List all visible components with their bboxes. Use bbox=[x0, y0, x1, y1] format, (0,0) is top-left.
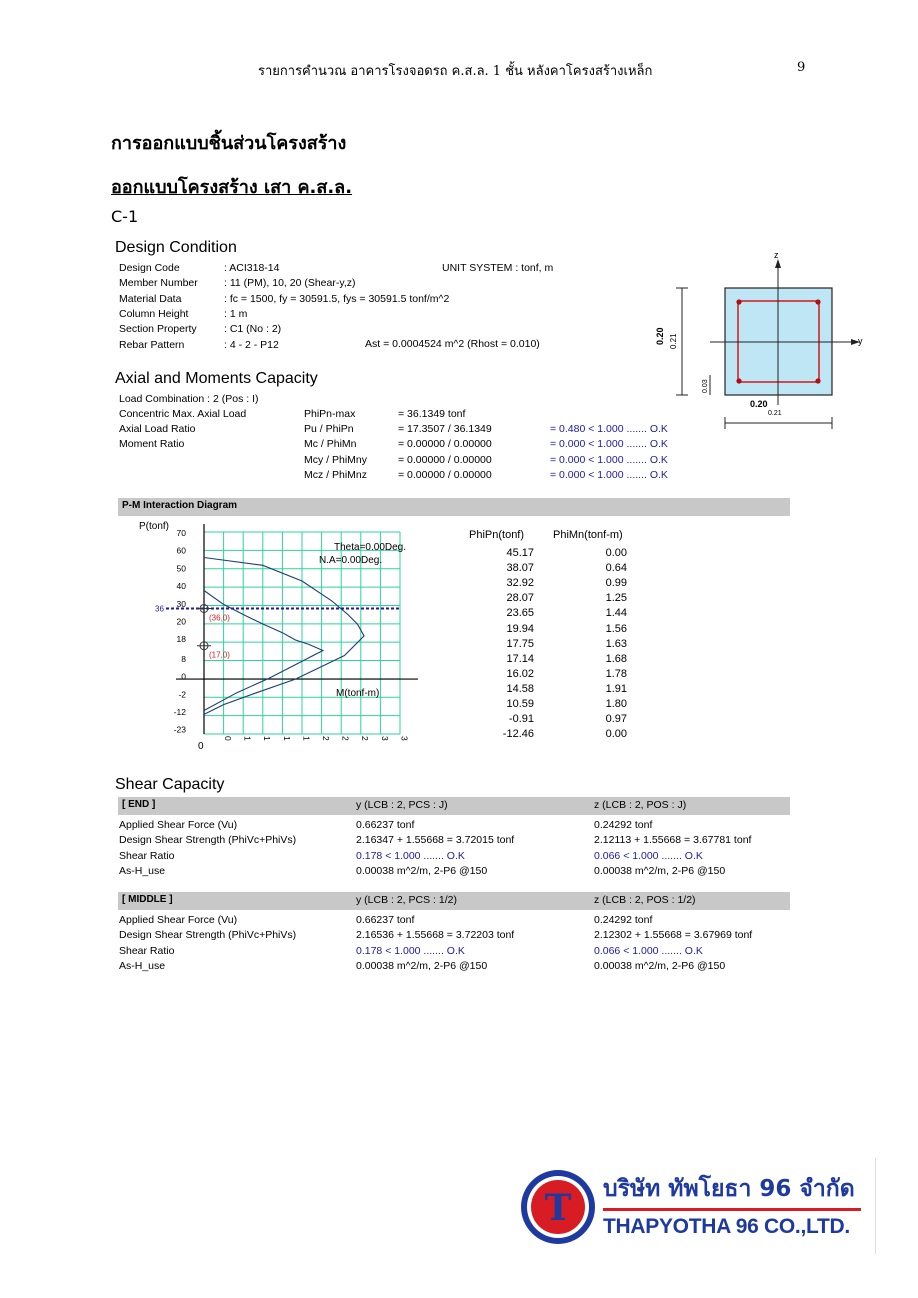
company-emblem-icon bbox=[518, 1167, 598, 1247]
axial-row-label: Axial Load Ratio bbox=[119, 423, 196, 436]
condition-value: : 11 (PM), 10, 20 (Shear-y,z) bbox=[224, 277, 356, 290]
axial-row-key: Pu / PhiPn bbox=[304, 423, 354, 436]
axial-row-value: = 0.00000 / 0.00000 bbox=[398, 453, 492, 466]
y-axis-title: P(tonf) bbox=[139, 521, 170, 532]
condition-label: Member Number bbox=[119, 277, 198, 290]
pm-table-cell: 1.56 bbox=[605, 622, 627, 635]
shear-y-value: 2.16347 + 1.55668 = 3.72015 tonf bbox=[356, 834, 515, 847]
pm-table-cell: 1.78 bbox=[605, 667, 627, 680]
pm-diagram-titlebar bbox=[118, 498, 790, 516]
x-tick-label: 0 bbox=[223, 736, 233, 741]
neutral-axis-label: N.A=0.00Deg. bbox=[319, 555, 383, 566]
x-tick-label: 1 bbox=[242, 736, 253, 741]
axial-row-key: PhiPn-max bbox=[304, 408, 356, 420]
z-axis-label: z bbox=[774, 250, 779, 260]
shear-z-value: 2.12113 + 1.55668 = 3.67781 tonf bbox=[594, 834, 752, 847]
shear-z-value: 2.12302 + 1.55668 = 3.67969 tonf bbox=[594, 929, 753, 942]
design-condition-title: Design Condition bbox=[115, 239, 237, 256]
shear-z-value: 0.24292 tonf bbox=[594, 914, 653, 926]
height-label: 0.20 bbox=[655, 327, 665, 345]
x-tick-label: 1 bbox=[262, 736, 273, 741]
y-tick-label: -23 bbox=[173, 724, 186, 735]
pm-table-cell: 45.17 bbox=[506, 547, 534, 559]
pm-diagram-title: P-M Interaction Diagram bbox=[122, 500, 238, 511]
width-gross-label: 0.21 bbox=[768, 410, 782, 417]
shear-row-label: Design Shear Strength (PhiVc+PhiVs) bbox=[119, 834, 297, 847]
pm-table-cell: 17.75 bbox=[506, 637, 534, 650]
axial-row-value: = 0.00000 / 0.00000 bbox=[398, 438, 492, 451]
width-label: 0.20 bbox=[750, 399, 768, 409]
pm-table-cell: 16.02 bbox=[506, 667, 534, 680]
axial-row-label: Concentric Max. Axial Load bbox=[119, 408, 247, 420]
company-logo bbox=[507, 1158, 876, 1254]
axial-row-value: = 36.1349 tonf bbox=[398, 408, 466, 420]
emblem-letter: T bbox=[544, 1187, 572, 1229]
pm-table-cell: 1.68 bbox=[605, 652, 627, 665]
shear-y-value: 0.66237 tonf bbox=[356, 914, 415, 926]
axial-row-check: = 0.480 < 1.000 ....... O.K bbox=[550, 423, 668, 436]
x-tick-label: 1 bbox=[301, 736, 312, 741]
pm-chart bbox=[130, 518, 430, 758]
pm-table-cell: 14.58 bbox=[506, 682, 534, 695]
y-tick-label: 60 bbox=[176, 545, 186, 556]
axial-row-check: = 0.000 < 1.000 ....... O.K bbox=[550, 468, 668, 481]
condition-value: : 1 m bbox=[224, 307, 248, 320]
x-tick-label: 3 bbox=[379, 736, 390, 741]
pm-table-cell: 28.07 bbox=[506, 592, 534, 605]
condition-label: Rebar Pattern bbox=[119, 338, 185, 351]
running-header-title: รายการคำนวณ อาคารโรงจอดรถ ค.ส.ล. 1 ชั้น หลังคาโครงสร้างเหล็ก bbox=[258, 64, 653, 79]
x-axis-title: M(tonf-m) bbox=[336, 688, 380, 699]
x-tick-label: 2 bbox=[360, 736, 371, 741]
pm-table-cell: 1.91 bbox=[605, 682, 627, 695]
shear-capacity-title: Shear Capacity bbox=[115, 776, 225, 793]
z-arrow-icon bbox=[775, 259, 781, 268]
condition-value: : fc = 1500, fy = 30591.5, fys = 30591.5 tonf/m^2 bbox=[224, 292, 450, 305]
y-tick-label: 30 bbox=[176, 598, 186, 609]
pm-table-cell: 19.94 bbox=[506, 622, 534, 635]
condition-label: Design Code bbox=[119, 262, 180, 274]
shear-z-heading: z (LCB : 2, POS : J) bbox=[594, 799, 687, 811]
axial-row-value: = 0.00000 / 0.00000 bbox=[398, 468, 492, 481]
unit-system: UNIT SYSTEM : tonf, m bbox=[442, 262, 554, 274]
shear-y-value: 0.178 < 1.000 ....... O.K bbox=[356, 944, 465, 957]
pm-table-cell: 0.99 bbox=[605, 577, 627, 590]
section-heading: การออกแบบชิ้นส่วนโครงสร้าง bbox=[111, 133, 347, 154]
shear-z-value: 0.00038 m^2/m, 2-P6 @150 bbox=[594, 959, 726, 972]
axial-row-check: = 0.000 < 1.000 ....... O.K bbox=[550, 453, 668, 466]
pm-table-cell: 0.64 bbox=[605, 562, 627, 575]
shear-z-heading: z (LCB : 2, POS : 1/2) bbox=[594, 894, 696, 906]
pm-table-cell: 0.00 bbox=[605, 547, 627, 559]
shear-z-value: 0.066 < 1.000 ....... O.K bbox=[594, 944, 703, 957]
logo-divider bbox=[603, 1208, 861, 1211]
y-tick-label: 50 bbox=[176, 563, 186, 574]
shear-row-label: Applied Shear Force (Vu) bbox=[119, 819, 238, 831]
shear-y-value: 0.178 < 1.000 ....... O.K bbox=[356, 849, 465, 862]
pm-table-cell: 23.65 bbox=[506, 607, 534, 620]
pm-table-cell: 10.59 bbox=[506, 698, 534, 710]
pm-table-header: PhiPn(tonf) bbox=[469, 529, 525, 541]
height-gross-label: 0.21 bbox=[669, 333, 678, 349]
member-id: C-1 bbox=[111, 207, 139, 226]
axial-capacity-title: Axial and Moments Capacity bbox=[115, 370, 318, 387]
pm-table-cell: 1.44 bbox=[605, 607, 627, 620]
chart-markers bbox=[155, 604, 400, 659]
load-combination: Load Combination : 2 (Pos : I) bbox=[119, 393, 259, 405]
y-tick-label: 18 bbox=[176, 634, 186, 645]
shear-y-value: 2.16536 + 1.55668 = 3.72203 tonf bbox=[356, 929, 515, 942]
pm-table-cell: 1.25 bbox=[605, 592, 627, 605]
condition-label: Section Property bbox=[119, 323, 197, 336]
y-tick-label: 70 bbox=[176, 528, 186, 538]
y-tick-label: 8 bbox=[181, 653, 186, 664]
y-tick-label: 40 bbox=[176, 581, 186, 592]
axial-row-key: Mcy / PhiMny bbox=[304, 453, 368, 466]
pm-table-header: PhiMn(tonf-m) bbox=[553, 529, 623, 541]
page-number: 9 bbox=[797, 60, 806, 75]
pm-table-cell: 0.00 bbox=[605, 728, 627, 741]
pm-table-cell: 38.07 bbox=[506, 562, 534, 575]
company-name-thai: บริษัท ทัพโยธา 96 จำกัด bbox=[603, 1176, 855, 1202]
condition-value: : C1 (No : 2) bbox=[224, 323, 282, 336]
pm-table-cell: 1.63 bbox=[605, 637, 627, 650]
theta-label: Theta=0.00Deg. bbox=[334, 542, 406, 553]
shear-z-value: 0.00038 m^2/m, 2-P6 @150 bbox=[594, 864, 726, 877]
shear-row-label: As-H_use bbox=[119, 959, 166, 972]
y-tick-label: 0 bbox=[181, 671, 186, 682]
axial-row-key: Mc / PhiMn bbox=[304, 438, 357, 451]
rebar-dot bbox=[815, 378, 820, 383]
x-tick-label: 2 bbox=[321, 736, 331, 741]
reference-value-label: 36 bbox=[155, 604, 164, 614]
shear-y-heading: y (LCB : 2, PCS : J) bbox=[356, 799, 448, 811]
column-section-sketch bbox=[640, 245, 880, 435]
shear-row-label: Shear Ratio bbox=[119, 849, 175, 862]
condition-value: : ACI318-14 bbox=[224, 262, 280, 274]
condition-label: Column Height bbox=[119, 307, 189, 320]
condition-value: : 4 - 2 - P12 bbox=[224, 338, 279, 351]
shear-block-header bbox=[118, 797, 790, 815]
rebar-dot bbox=[736, 378, 741, 383]
shear-row-label: As-H_use bbox=[119, 864, 166, 877]
x-tick-label: 3 bbox=[399, 736, 410, 741]
rebar-dot bbox=[815, 299, 820, 304]
pm-table-cell: 32.92 bbox=[506, 577, 534, 590]
shear-block-name: [ END ] bbox=[122, 799, 156, 810]
shear-y-value: 0.66237 tonf bbox=[356, 819, 415, 831]
axial-row-label: Moment Ratio bbox=[119, 438, 185, 451]
shear-row-label: Design Shear Strength (PhiVc+PhiVs) bbox=[119, 929, 297, 942]
axial-row-key: Mcz / PhiMnz bbox=[304, 468, 368, 481]
x-tick-label: 1 bbox=[281, 736, 292, 741]
origin-label: 0 bbox=[198, 741, 204, 752]
pm-table-cell: 0.97 bbox=[605, 713, 627, 726]
subsection-heading: ออกแบบโครงสร้าง เสา ค.ส.ล. bbox=[111, 177, 353, 198]
shear-z-value: 0.066 < 1.000 ....... O.K bbox=[594, 849, 703, 862]
pm-table-cell: 17.14 bbox=[506, 652, 534, 665]
marker-label: (17,0) bbox=[209, 650, 230, 660]
shear-block-header bbox=[118, 892, 790, 910]
shear-row-label: Applied Shear Force (Vu) bbox=[119, 914, 238, 926]
shear-block-name: [ MIDDLE ] bbox=[122, 894, 173, 905]
rebar-area: Ast = 0.0004524 m^2 (Rhost = 0.010) bbox=[365, 338, 540, 350]
y-tick-label: 20 bbox=[176, 616, 186, 627]
cover-label: 0.03 bbox=[702, 379, 709, 393]
pm-table-cell: 1.80 bbox=[605, 698, 627, 710]
x-tick-label: 2 bbox=[340, 736, 351, 741]
pm-table-cell: -0.91 bbox=[508, 713, 534, 726]
shear-row-label: Shear Ratio bbox=[119, 944, 175, 957]
shear-y-heading: y (LCB : 2, PCS : 1/2) bbox=[356, 894, 457, 906]
shear-z-value: 0.24292 tonf bbox=[594, 819, 653, 831]
y-tick-label: -2 bbox=[178, 689, 186, 700]
axial-row-value: = 17.3507 / 36.1349 bbox=[398, 423, 492, 436]
company-name-english: THAPYOTHA 96 CO.,LTD. bbox=[603, 1215, 850, 1238]
marker-label: (36,0) bbox=[209, 613, 230, 623]
y-axis-label: y bbox=[858, 336, 863, 346]
y-tick-label: -12 bbox=[173, 707, 186, 717]
pm-table-cell: -12.46 bbox=[502, 728, 534, 741]
shear-y-value: 0.00038 m^2/m, 2-P6 @150 bbox=[356, 864, 488, 877]
axial-row-check: = 0.000 < 1.000 ....... O.K bbox=[550, 438, 668, 451]
shear-y-value: 0.00038 m^2/m, 2-P6 @150 bbox=[356, 959, 488, 972]
rebar-dot bbox=[736, 299, 741, 304]
condition-label: Material Data bbox=[119, 292, 182, 305]
